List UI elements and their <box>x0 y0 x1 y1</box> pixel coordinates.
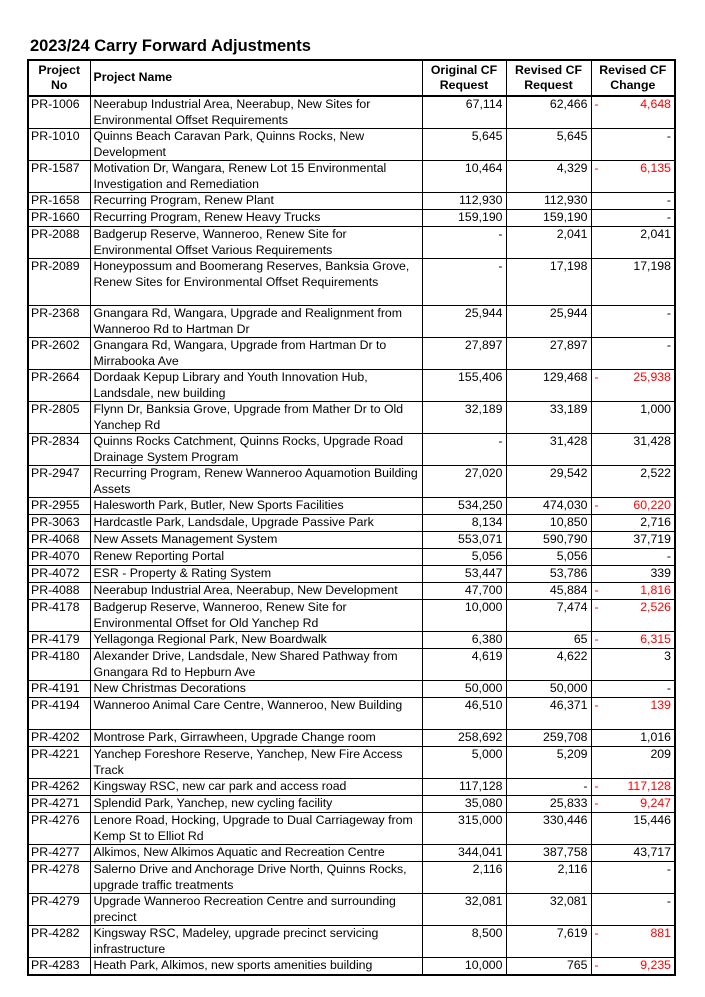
revised-cf-cell: 17,198 <box>506 259 591 306</box>
negative-sign: - <box>594 370 599 384</box>
negative-sign: - <box>594 698 599 712</box>
project-no-cell: PR-4277 <box>28 845 90 862</box>
negative-sign: - <box>594 779 599 793</box>
revised-cf-cell: 53,786 <box>506 566 591 583</box>
revised-change-cell <box>591 779 675 796</box>
table-row <box>28 894 675 926</box>
table-row <box>28 549 675 566</box>
original-cf-cell: 117,128 <box>422 779 506 796</box>
table-row <box>28 466 675 498</box>
project-no-cell: PR-4068 <box>28 532 90 549</box>
table-row <box>28 813 675 845</box>
project-name-cell: Yanchep Foreshore Reserve, Yanchep, New Fire Access Track <box>90 747 422 779</box>
table-row <box>28 862 675 894</box>
table-row <box>28 498 675 515</box>
project-name-cell: Neerabup Industrial Area, Neerabup, New Development <box>90 583 422 600</box>
original-cf-cell: 10,000 <box>422 958 506 976</box>
revised-change-cell: - <box>591 193 675 210</box>
table-header-row <box>28 60 675 96</box>
revised-cf-cell: 10,850 <box>506 515 591 532</box>
project-no-cell: PR-4276 <box>28 813 90 845</box>
project-name-cell: Honeypossum and Boomerang Reserves, Banksia Grove, Renew Sites for Environmental Offset Requirements <box>90 259 422 306</box>
original-cf-cell: - <box>422 434 506 466</box>
change-value: 1,816 <box>640 583 671 597</box>
revised-change-cell: 1,000 <box>591 402 675 434</box>
table-row <box>28 161 675 193</box>
revised-change-cell <box>591 96 675 129</box>
revised-change-cell: - <box>591 549 675 566</box>
project-no-cell: PR-4279 <box>28 894 90 926</box>
revised-change-cell: - <box>591 894 675 926</box>
revised-cf-cell: 330,446 <box>506 813 591 845</box>
project-name-cell: Quinns Rocks Catchment, Quinns Rocks, Upgrade Road Drainage System Program <box>90 434 422 466</box>
revised-cf-cell: 159,190 <box>506 210 591 227</box>
original-cf-cell: 25,944 <box>422 306 506 338</box>
revised-change-cell <box>591 796 675 813</box>
project-name-cell: Wanneroo Animal Care Centre, Wanneroo, New Building <box>90 698 422 730</box>
table-row <box>28 129 675 161</box>
table-row <box>28 434 675 466</box>
project-name-cell: Splendid Park, Yanchep, new cycling facility <box>90 796 422 813</box>
table-row <box>28 926 675 958</box>
project-name-cell: Neerabup Industrial Area, Neerabup, New Sites for Environmental Offset Requirements <box>90 96 422 129</box>
original-cf-cell: 35,080 <box>422 796 506 813</box>
revised-cf-cell: 259,708 <box>506 730 591 747</box>
original-cf-cell: - <box>422 227 506 259</box>
negative-sign: - <box>594 498 599 512</box>
revised-cf-cell: 32,081 <box>506 894 591 926</box>
revised-cf-cell: 62,466 <box>506 96 591 129</box>
revised-change-cell <box>591 926 675 958</box>
project-no-cell: PR-4194 <box>28 698 90 730</box>
project-no-cell: PR-2955 <box>28 498 90 515</box>
revised-change-cell: 43,717 <box>591 845 675 862</box>
revised-change-cell: 339 <box>591 566 675 583</box>
revised-cf-cell: 4,329 <box>506 161 591 193</box>
change-value: 6,135 <box>640 161 671 175</box>
revised-change-cell: 2,522 <box>591 466 675 498</box>
original-cf-cell: 5,645 <box>422 129 506 161</box>
project-name-cell: Alexander Drive, Landsdale, New Shared Pathway from Gnangara Rd to Hepburn Ave <box>90 649 422 681</box>
table-row <box>28 227 675 259</box>
revised-change-cell: 2,041 <box>591 227 675 259</box>
original-cf-cell: 344,041 <box>422 845 506 862</box>
project-no-cell: PR-2368 <box>28 306 90 338</box>
page-title: 2023/24 Carry Forward Adjustments <box>30 37 311 55</box>
revised-cf-cell: 5,209 <box>506 747 591 779</box>
revised-change-cell: 31,428 <box>591 434 675 466</box>
change-value: 2,526 <box>640 600 671 614</box>
negative-sign: - <box>594 583 599 597</box>
change-value: 60,220 <box>633 498 671 512</box>
project-name-cell: Badgerup Reserve, Wanneroo, Renew Site for Environmental Offset Various Requirements <box>90 227 422 259</box>
change-value: 4,648 <box>640 97 671 111</box>
original-cf-cell: 10,000 <box>422 600 506 632</box>
project-no-cell: PR-2805 <box>28 402 90 434</box>
revised-change-cell <box>591 698 675 730</box>
project-name-cell: Flynn Dr, Banksia Grove, Upgrade from Mather Dr to Old Yanchep Rd <box>90 402 422 434</box>
carry-forward-table <box>27 59 676 976</box>
table-row <box>28 259 675 306</box>
revised-change-cell: - <box>591 210 675 227</box>
project-name-cell: Badgerup Reserve, Wanneroo, Renew Site for Environmental Offset for Old Yanchep Rd <box>90 600 422 632</box>
project-name-cell: Lenore Road, Hocking, Upgrade to Dual Carriageway from Kemp St to Elliot Rd <box>90 813 422 845</box>
revised-cf-cell: 25,944 <box>506 306 591 338</box>
table-row <box>28 566 675 583</box>
original-cf-cell: 47,700 <box>422 583 506 600</box>
header-revised-change: Revised CF Change <box>591 60 675 96</box>
negative-sign: - <box>594 796 599 810</box>
negative-sign: - <box>594 600 599 614</box>
revised-change-cell: 17,198 <box>591 259 675 306</box>
original-cf-cell: 159,190 <box>422 210 506 227</box>
revised-cf-cell: 2,116 <box>506 862 591 894</box>
original-cf-cell: 112,930 <box>422 193 506 210</box>
original-cf-cell: 32,189 <box>422 402 506 434</box>
table-row <box>28 532 675 549</box>
revised-cf-cell: 65 <box>506 632 591 649</box>
original-cf-cell: - <box>422 259 506 306</box>
project-name-cell: Recurring Program, Renew Wanneroo Aquamotion Building Assets <box>90 466 422 498</box>
table-row <box>28 583 675 600</box>
revised-cf-cell: 4,622 <box>506 649 591 681</box>
project-no-cell: PR-2834 <box>28 434 90 466</box>
revised-cf-cell: 5,056 <box>506 549 591 566</box>
revised-cf-cell: 7,619 <box>506 926 591 958</box>
original-cf-cell: 534,250 <box>422 498 506 515</box>
project-no-cell: PR-4072 <box>28 566 90 583</box>
project-no-cell: PR-4178 <box>28 600 90 632</box>
table-row <box>28 747 675 779</box>
project-name-cell: Kingsway RSC, new car park and access road <box>90 779 422 796</box>
revised-change-cell <box>591 600 675 632</box>
revised-change-cell <box>591 583 675 600</box>
project-name-cell: Halesworth Park, Butler, New Sports Facilities <box>90 498 422 515</box>
header-project-name: Project Name <box>90 60 422 96</box>
project-no-cell: PR-2664 <box>28 370 90 402</box>
revised-cf-cell: 129,468 <box>506 370 591 402</box>
revised-change-cell: - <box>591 306 675 338</box>
change-value: 9,247 <box>640 796 671 810</box>
header-original-cf: Original CF Request <box>422 60 506 96</box>
original-cf-cell: 2,116 <box>422 862 506 894</box>
table-row <box>28 515 675 532</box>
project-name-cell: New Assets Management System <box>90 532 422 549</box>
revised-cf-cell: - <box>506 779 591 796</box>
original-cf-cell: 258,692 <box>422 730 506 747</box>
project-no-cell: PR-4088 <box>28 583 90 600</box>
original-cf-cell: 8,134 <box>422 515 506 532</box>
revised-cf-cell: 387,758 <box>506 845 591 862</box>
table-row <box>28 96 675 129</box>
project-no-cell: PR-4283 <box>28 958 90 976</box>
project-no-cell: PR-4262 <box>28 779 90 796</box>
table-row <box>28 779 675 796</box>
negative-sign: - <box>594 632 599 646</box>
revised-cf-cell: 46,371 <box>506 698 591 730</box>
revised-change-cell: 3 <box>591 649 675 681</box>
revised-change-cell <box>591 958 675 976</box>
revised-cf-cell: 33,189 <box>506 402 591 434</box>
header-project-no: Project No <box>28 60 90 96</box>
original-cf-cell: 10,464 <box>422 161 506 193</box>
project-no-cell: PR-4070 <box>28 549 90 566</box>
revised-change-cell: - <box>591 862 675 894</box>
table-body <box>28 96 675 975</box>
table-row <box>28 306 675 338</box>
revised-cf-cell: 29,542 <box>506 466 591 498</box>
original-cf-cell: 46,510 <box>422 698 506 730</box>
project-no-cell: PR-1587 <box>28 161 90 193</box>
project-no-cell: PR-4202 <box>28 730 90 747</box>
revised-change-cell: 209 <box>591 747 675 779</box>
revised-change-cell <box>591 498 675 515</box>
project-name-cell: Kingsway RSC, Madeley, upgrade precinct servicing infrastructure <box>90 926 422 958</box>
original-cf-cell: 4,619 <box>422 649 506 681</box>
revised-change-cell: 15,446 <box>591 813 675 845</box>
original-cf-cell: 50,000 <box>422 681 506 698</box>
original-cf-cell: 155,406 <box>422 370 506 402</box>
original-cf-cell: 53,447 <box>422 566 506 583</box>
change-value: 25,938 <box>633 370 671 384</box>
revised-change-cell: - <box>591 681 675 698</box>
original-cf-cell: 8,500 <box>422 926 506 958</box>
revised-cf-cell: 50,000 <box>506 681 591 698</box>
revised-change-cell: 1,016 <box>591 730 675 747</box>
project-no-cell: PR-2602 <box>28 338 90 370</box>
project-no-cell: PR-4282 <box>28 926 90 958</box>
table-row <box>28 845 675 862</box>
project-name-cell: Montrose Park, Girrawheen, Upgrade Change room <box>90 730 422 747</box>
project-name-cell: Gnangara Rd, Wangara, Upgrade from Hartman Dr to Mirrabooka Ave <box>90 338 422 370</box>
revised-cf-cell: 7,474 <box>506 600 591 632</box>
project-name-cell: Hardcastle Park, Landsdale, Upgrade Passive Park <box>90 515 422 532</box>
revised-change-cell <box>591 370 675 402</box>
table-row <box>28 338 675 370</box>
table-row <box>28 698 675 730</box>
project-name-cell: Renew Reporting Portal <box>90 549 422 566</box>
original-cf-cell: 5,000 <box>422 747 506 779</box>
project-no-cell: PR-4180 <box>28 649 90 681</box>
change-value: 9,235 <box>640 958 671 972</box>
change-value: 6,315 <box>640 632 671 646</box>
revised-cf-cell: 765 <box>506 958 591 976</box>
revised-change-cell: - <box>591 338 675 370</box>
project-no-cell: PR-2088 <box>28 227 90 259</box>
project-no-cell: PR-4221 <box>28 747 90 779</box>
revised-change-cell: 2,716 <box>591 515 675 532</box>
revised-cf-cell: 25,833 <box>506 796 591 813</box>
project-no-cell: PR-2089 <box>28 259 90 306</box>
table-row <box>28 681 675 698</box>
table-row <box>28 632 675 649</box>
negative-sign: - <box>594 958 599 972</box>
table-row <box>28 402 675 434</box>
project-no-cell: PR-3063 <box>28 515 90 532</box>
negative-sign: - <box>594 161 599 175</box>
original-cf-cell: 27,897 <box>422 338 506 370</box>
revised-cf-cell: 474,030 <box>506 498 591 515</box>
change-value: 881 <box>650 926 671 940</box>
project-no-cell: PR-1658 <box>28 193 90 210</box>
original-cf-cell: 6,380 <box>422 632 506 649</box>
table-row <box>28 730 675 747</box>
project-name-cell: Heath Park, Alkimos, new sports amenities building <box>90 958 422 976</box>
revised-cf-cell: 112,930 <box>506 193 591 210</box>
revised-cf-cell: 2,041 <box>506 227 591 259</box>
project-name-cell: Yellagonga Regional Park, New Boardwalk <box>90 632 422 649</box>
original-cf-cell: 27,020 <box>422 466 506 498</box>
original-cf-cell: 67,114 <box>422 96 506 129</box>
table-row <box>28 649 675 681</box>
revised-cf-cell: 590,790 <box>506 532 591 549</box>
table-row <box>28 958 675 976</box>
revised-cf-cell: 27,897 <box>506 338 591 370</box>
table-row <box>28 600 675 632</box>
negative-sign: - <box>594 926 599 940</box>
revised-change-cell <box>591 632 675 649</box>
project-name-cell: Motivation Dr, Wangara, Renew Lot 15 Environmental Investigation and Remediation <box>90 161 422 193</box>
project-name-cell: Recurring Program, Renew Heavy Trucks <box>90 210 422 227</box>
revised-cf-cell: 5,645 <box>506 129 591 161</box>
revised-cf-cell: 45,884 <box>506 583 591 600</box>
project-name-cell: Dordaak Kepup Library and Youth Innovation Hub, Landsdale, new building <box>90 370 422 402</box>
original-cf-cell: 32,081 <box>422 894 506 926</box>
header-revised-cf: Revised CF Request <box>506 60 591 96</box>
project-no-cell: PR-4191 <box>28 681 90 698</box>
project-no-cell: PR-1660 <box>28 210 90 227</box>
original-cf-cell: 315,000 <box>422 813 506 845</box>
change-value: 139 <box>650 698 671 712</box>
project-name-cell: Alkimos, New Alkimos Aquatic and Recreation Centre <box>90 845 422 862</box>
project-no-cell: PR-4271 <box>28 796 90 813</box>
project-name-cell: Upgrade Wanneroo Recreation Centre and surrounding precinct <box>90 894 422 926</box>
table-row <box>28 370 675 402</box>
original-cf-cell: 5,056 <box>422 549 506 566</box>
original-cf-cell: 553,071 <box>422 532 506 549</box>
project-name-cell: New Christmas Decorations <box>90 681 422 698</box>
revised-change-cell: - <box>591 129 675 161</box>
project-no-cell: PR-2947 <box>28 466 90 498</box>
project-name-cell: Recurring Program, Renew Plant <box>90 193 422 210</box>
revised-change-cell <box>591 161 675 193</box>
project-name-cell: Quinns Beach Caravan Park, Quinns Rocks, New Development <box>90 129 422 161</box>
revised-change-cell: 37,719 <box>591 532 675 549</box>
negative-sign: - <box>594 97 599 111</box>
table-row <box>28 210 675 227</box>
table-row <box>28 193 675 210</box>
project-no-cell: PR-1010 <box>28 129 90 161</box>
project-name-cell: Salerno Drive and Anchorage Drive North, Quinns Rocks, upgrade traffic treatments <box>90 862 422 894</box>
project-no-cell: PR-1006 <box>28 96 90 129</box>
project-name-cell: ESR - Property & Rating System <box>90 566 422 583</box>
project-no-cell: PR-4179 <box>28 632 90 649</box>
project-no-cell: PR-4278 <box>28 862 90 894</box>
table-row <box>28 796 675 813</box>
change-value: 117,128 <box>627 779 671 793</box>
revised-cf-cell: 31,428 <box>506 434 591 466</box>
project-name-cell: Gnangara Rd, Wangara, Upgrade and Realignment from Wanneroo Rd to Hartman Dr <box>90 306 422 338</box>
